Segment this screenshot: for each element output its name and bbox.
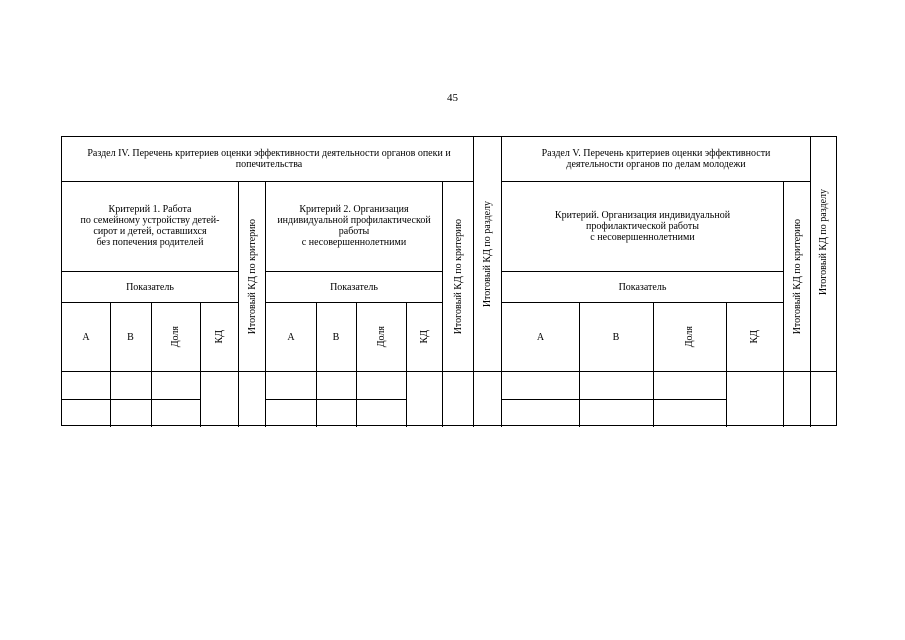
criterion2-title-line: работы <box>338 226 370 237</box>
criterion2-col-kd <box>406 303 442 371</box>
criterion1-indicator: Показатель <box>126 281 174 293</box>
criterion1-total <box>239 182 265 371</box>
criterion2-title-line: индивидуальной профилактической <box>277 215 431 226</box>
criterion-v-title-line: профилактической работы <box>586 220 699 232</box>
criterion2-indicator: Показатель <box>330 281 378 293</box>
section-iv-total <box>474 137 501 371</box>
criterion-v-col-kd-label: КД <box>749 330 760 344</box>
criterion-v-col-kd <box>726 303 783 371</box>
criterion1-title <box>62 182 238 270</box>
criteria-table <box>61 136 837 426</box>
criterion-v-col-share <box>653 303 726 371</box>
criterion1-total-label: Итоговый КД по критерию <box>246 218 258 335</box>
criterion-v-col-b: В <box>612 331 620 343</box>
body-top-rule <box>62 371 836 372</box>
criterion1-col-share <box>151 303 200 371</box>
criterion-v-title <box>502 182 783 270</box>
section-iv-total-label: Итоговый КД по разделу <box>482 200 493 308</box>
criterion1-col-kd-label: КД <box>213 330 225 344</box>
criterion1-title-line: без попечения родителей <box>96 237 204 248</box>
criterion1-col-share-label: Доля <box>170 326 181 348</box>
criterion2-col-b: В <box>332 331 340 343</box>
page-number: 45 <box>447 92 458 104</box>
criterion-v-total-label: Итоговый КД по критерию <box>791 218 803 335</box>
criterion1-title-line: по семейному устройству детей- <box>80 215 220 226</box>
criterion-v-indicator: Показатель <box>618 281 667 293</box>
criterion-v-title-line: Критерий. Организация индивидуальной <box>554 209 731 221</box>
section-v-total-label: Итоговый КД по разделу <box>818 188 829 296</box>
criterion2-total <box>443 182 473 371</box>
section-v-total <box>811 137 836 347</box>
criterion2-col-share-label: Доля <box>375 326 387 348</box>
criterion1-title-line: Критерий 1. Работа <box>108 204 192 215</box>
criterion-v-total <box>784 182 810 371</box>
row-divider-3 <box>502 399 726 400</box>
criterion-v-title-line: с несовершеннолетними <box>590 231 695 243</box>
section-iv-title: Раздел IV. Перечень критериев оценки эффективности деятельности органов опеки и попечительства <box>87 148 451 170</box>
criterion2-title-line: Критерий 2. Организация <box>299 204 409 215</box>
criterion2-col-kd-label: КД <box>418 330 430 344</box>
criterion2-col-share <box>356 303 406 371</box>
criterion2-title <box>266 182 442 270</box>
criterion1-col-kd <box>200 303 238 371</box>
criterion1-col-a: А <box>82 331 90 343</box>
criterion2-total-label: Итоговый КД по критерию <box>452 218 464 335</box>
row-divider-1 <box>62 399 200 400</box>
criterion-v-col-share-label: Доля <box>684 326 695 348</box>
row-divider-2 <box>266 399 406 400</box>
criterion1-col-b: В <box>127 331 134 343</box>
criterion2-col-a: А <box>287 331 295 343</box>
criterion-v-col-a: А <box>536 331 545 343</box>
section-v-title: Раздел V. Перечень критериев оценки эффективности деятельности органов по делам молодежи <box>541 148 771 170</box>
criterion2-title-line: с несовершеннолетними <box>301 237 407 248</box>
criterion1-title-line: сирот и детей, оставшихся <box>93 226 207 237</box>
